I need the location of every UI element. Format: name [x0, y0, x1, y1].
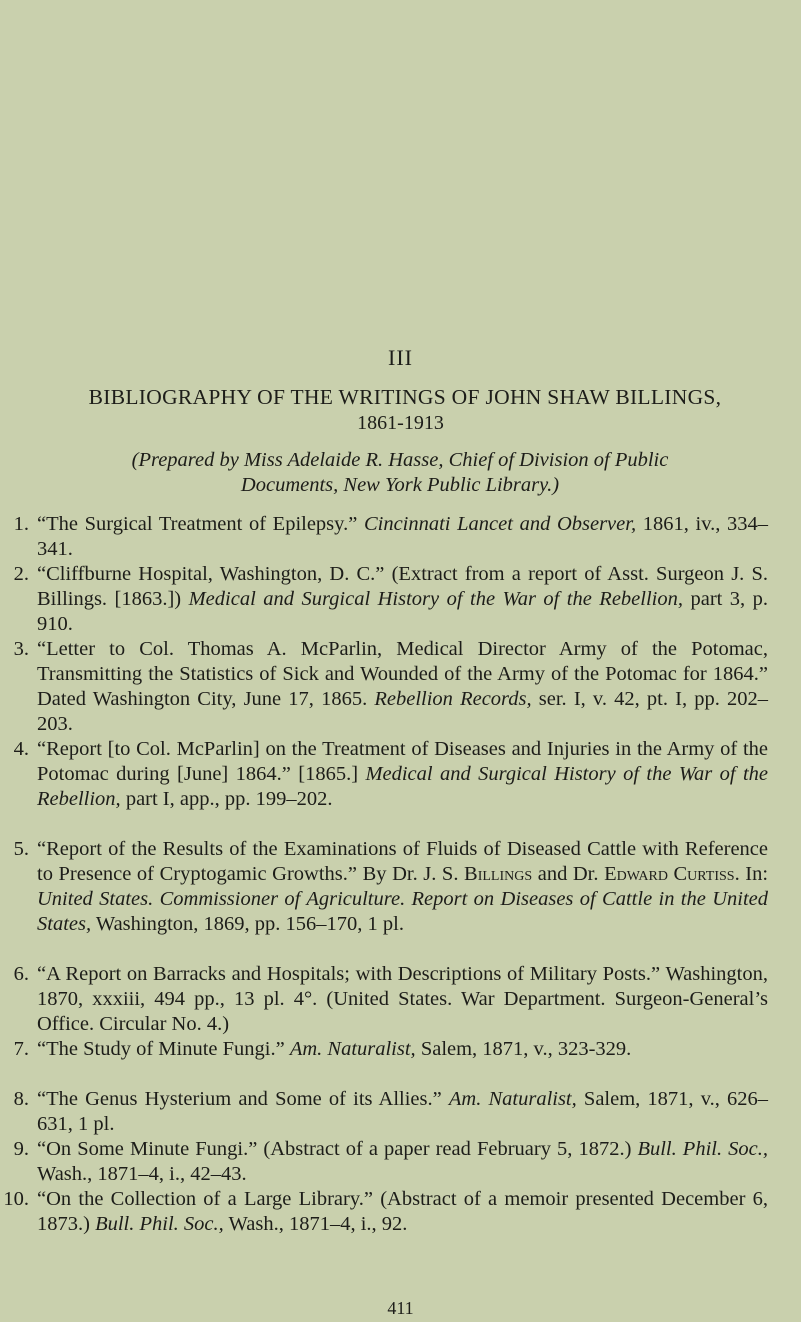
- section-number: III: [388, 345, 413, 370]
- entry-text: [37, 512, 768, 562]
- entry-number: 2.: [13, 563, 29, 585]
- entry-title: “Cliffburne Hospital, Washington, D. C.”: [37, 563, 385, 585]
- entry-title: “Report [to Col. McParlin] on the Treatment of Diseases and Injuries in the Army of the Potomac during [June] 1864.”: [37, 738, 768, 785]
- entry-title: “Letter to Col. Thomas A. McParlin, Medical Director Army of the Potomac, Transmitting the Statistics of Sick and Wounded of the Army of the Potomac for 1864.”: [37, 638, 768, 685]
- entry-number: 3.: [13, 638, 29, 660]
- entry-text: [37, 637, 768, 737]
- entry-text: [37, 1087, 768, 1137]
- entry-source: Cincinnati Lancet and Observer,: [363, 513, 637, 535]
- entry-title: “On the Collection of a Large Library.”: [37, 1188, 373, 1210]
- page-number: 411: [387, 1298, 414, 1318]
- entry-note: [1865.]: [298, 763, 359, 785]
- entry-authors-prefix: By Dr. J. S.: [362, 863, 459, 885]
- entry-source: Am. Naturalist,: [448, 1088, 577, 1110]
- entry-source: Medical and Surgical History of the War of the Rebellion,: [37, 763, 769, 810]
- entry-source: Bull. Phil. Soc.,: [637, 1138, 768, 1160]
- entry-title: “The Surgical Treatment of Epilepsy.”: [37, 513, 358, 535]
- entry-details: Wash., 1871–4, i., 92.: [228, 1213, 408, 1235]
- entry-details: Salem, 1871, v., 323-329.: [420, 1038, 632, 1060]
- entry-details: Salem, 1871, v., 626–631, 1 pl.: [37, 1088, 769, 1135]
- prepared-by-note: (Prepared by Miss Adelaide R. Hasse, Chief of Division of Public Documents, New York Public Library.): [131, 449, 669, 496]
- entry-source: United States. Commissioner of Agriculture. Report on Diseases of Cattle in the United States,: [37, 888, 768, 935]
- date-range: 1861-1913: [357, 412, 444, 434]
- entry-note: (Extract from a report of Asst. Surgeon J. S. Billings. [1863.]): [37, 563, 768, 610]
- entry-title: “The Genus Hysterium and Some of its Allies.”: [37, 1088, 442, 1110]
- entry-number: 10.: [3, 1188, 29, 1210]
- entry-title: “The Study of Minute Fungi.”: [37, 1038, 285, 1060]
- entry-author: Billings: [464, 863, 533, 885]
- entry-source: Am. Naturalist,: [289, 1038, 416, 1060]
- entry-note: (Abstract of a paper read February 5, 1872.): [263, 1138, 632, 1160]
- entry-note: Dated Washington City, June 17, 1865.: [37, 688, 368, 710]
- entry-source: Medical and Surgical History of the War of the Rebellion,: [188, 588, 683, 610]
- entry-number: 4.: [13, 738, 29, 760]
- entry-source: Rebellion Records,: [374, 688, 532, 710]
- entry-title: “Report of the Results of the Examinations of Fluids of Diseased Cattle with Reference to Presence of Cryptogamic Growths.”: [37, 838, 768, 885]
- entry-details: 1861, iv., 334–341.: [37, 513, 768, 560]
- entry-in-label: . In:: [734, 863, 769, 885]
- entry-text: [37, 837, 768, 937]
- entry-details: Washington, 1869, pp. 156–170, 1 pl.: [95, 913, 404, 935]
- entry-note: (Abstract of a memoir presented December 6, 1873.): [37, 1188, 769, 1235]
- entry-number: 7.: [13, 1038, 29, 1060]
- entry-authors-join: and Dr.: [537, 863, 599, 885]
- entry-details: Wash., 1871–4, i., 42–43.: [37, 1163, 247, 1185]
- entry-title: “On Some Minute Fungi.”: [37, 1138, 258, 1160]
- entry-source: Bull. Phil. Soc.,: [95, 1213, 224, 1235]
- entry-number: 5.: [13, 838, 29, 860]
- entry-details: ser. I, v. 42, pt. I, pp. 202–203.: [37, 688, 768, 735]
- entry-text: [37, 962, 768, 1037]
- entry-text: [37, 1137, 768, 1187]
- entry-text: [37, 562, 768, 637]
- entry-number: 9.: [13, 1138, 29, 1160]
- entry-number: 8.: [13, 1088, 29, 1110]
- entry-number: 6.: [13, 963, 29, 985]
- entry-details: Washington, 1870, xxxiii, 494 pp., 13 pl. 4°. (United States. War Department. Surgeon-General’s Office. Circular No. 4.): [37, 963, 768, 1035]
- entry-author: Edward Curtiss: [604, 863, 735, 885]
- entry-text: [37, 737, 768, 812]
- entry-details: part I, app., pp. 199–202.: [125, 788, 333, 810]
- entry-text: [37, 1187, 768, 1237]
- page-title: BIBLIOGRAPHY OF THE WRITINGS OF JOHN SHAW BILLINGS,: [88, 385, 722, 409]
- entry-text: [37, 1037, 768, 1062]
- entry-number: 1.: [13, 513, 29, 535]
- entry-title: “A Report on Barracks and Hospitals; with Descriptions of Military Posts.”: [37, 963, 661, 985]
- entry-details: part 3, p. 910.: [37, 588, 769, 635]
